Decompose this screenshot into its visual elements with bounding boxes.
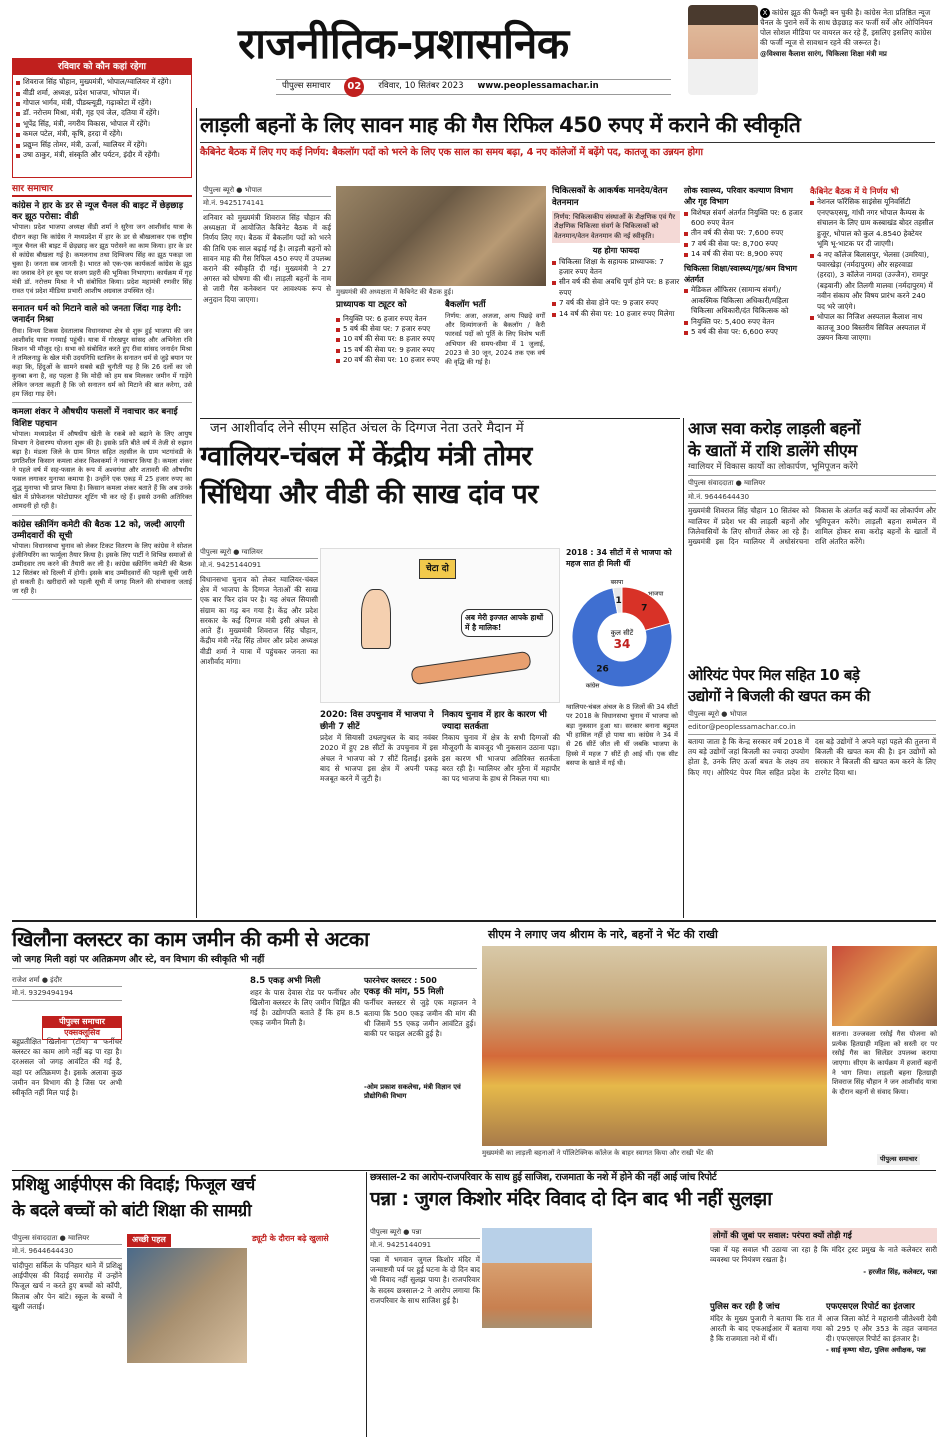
cabinet-photo xyxy=(336,186,546,286)
chart-title: 2018 : 34 सीटों में से भाजपा को महज सात ही मिली थीं xyxy=(566,548,672,568)
panna-quote-2: - साई कृष्णा थोटा, पुलिस अधीक्षक, पन्ना xyxy=(826,1346,926,1355)
issue-date: रविवार, 10 सितंबर 2023 xyxy=(378,81,464,92)
schedule-item: गोपाल भार्गव, मंत्री, पीडब्ल्यूडी, गढ़ाकोटा में रहेंगे। xyxy=(16,98,188,108)
left-story-body: भोपाल। मध्यप्रदेश में औषधीय खेती के रकबे को बढ़ाने के लिए आयुष विभाग ने देवारण्य योजना शुरू की है। इसके प्रति बीते वर्ष में तेजी से रुझान बढ़ा है। मंडला जिले के ग्राम विगत सहित तहसील के ग्राम भटगांवडी के प्रगतिशील किसान कमला शंकर विश्वकर्मा ने नवाचार किया है। कमला शंकर ने पहले वर्ष में सह-फसल के रूप में अश्वगंधा और शतावरी की औषधीय फसल लगाकर मुनाफा कमाया है। उन्होंने एक एकड़ में 25 हजार रुपए का शुद्ध मुनाफा भी प्राप्त किया है। किसान कमला शंकर बताते हैं कि अब उनके खेत में प्रोफेशनल फोटोग्राफर शूटिंग भी कर रहे हैं। इससे उनकी अतिरिक्त आमदनी हो रही है। xyxy=(12,430,192,516)
lead-story xyxy=(200,108,935,418)
furniture-body: फर्नीचर क्लस्टर से जुड़े एक महाजन ने बताया कि 500 एकड़ जमीन की मांग की थी जिसमें 55 एकड़ जमीन आवंटित हुई। बाकी पर फाइल अटकी हुई है। xyxy=(364,998,476,1039)
pie-value-label: 26 xyxy=(596,664,609,675)
date-strip xyxy=(276,79,671,95)
panna-col1 xyxy=(370,1228,480,1306)
x-icon: X xyxy=(760,8,770,18)
toy-box xyxy=(250,976,360,1028)
medical-edu-title: चिकित्सा शिक्षा/स्वास्थ्य/गृह/श्रम विभाग अंतर्गत xyxy=(684,263,798,284)
ips-byline: पीपुल्स संवाददाता ● ग्वालियर xyxy=(12,1234,122,1245)
oriental-byline: पीपुल्स ब्यूरो ● भोपाल xyxy=(688,710,936,721)
page-title: राजनीतिक-प्रशासनिक xyxy=(238,19,569,68)
panna-box3-body: आज जिला कोर्ट ने महारानी जीतेश्वरी देवी को 295 ए और 353 के तहत जमानत दी। एफएसएल रिपोर्ट का इंतजार है। xyxy=(826,1313,937,1344)
medical-edu-list xyxy=(684,285,804,337)
benefit-list xyxy=(552,257,680,320)
pie-category-label: भाजपा xyxy=(648,590,664,598)
ladli-headline-2: के खातों में राशि डालेंगे सीएम xyxy=(688,441,857,460)
schedule-item: भूपेंद्र सिंह, मंत्री, नगरीय विकास, भोपाल में रहेंगे। xyxy=(16,119,188,129)
schedule-item: कमल पटेल, मंत्री, कृषि, हरदा में रहेंगे। xyxy=(16,129,188,139)
tutor-pay-item: 15 वर्ष की सेवा पर: 9 हजार रुपए xyxy=(336,345,441,355)
gwalior-nikay-head: निकाय चुनाव में हार के कारण भी ज्यादा सतर्कता xyxy=(442,710,547,732)
oriental-email: editor@peoplessamachar.co.in xyxy=(688,723,936,734)
cm-rally-story xyxy=(482,924,937,1169)
tutor-box-title: प्राध्यापक या ट्यूटर को xyxy=(336,300,407,310)
ladli-subhead: ग्वालियर में विकास कार्यों का लोकार्पण, भूमिपूजन करेंगे xyxy=(688,462,936,476)
oriental-body: बताया जाता है कि केन्द्र सरकार वर्ष 2018 में तय बड़े उद्योगों जहां बिजली का ज्यादा उपयोग होता है, उनके लिए ऊर्जा बचत के लक्ष्य तय किए गए। ओरियंट पेपर मिल सहित प्रदेश के दस बड़े उद्योगों ने अपने यहां पहले की तुलना में बिजली की खपत कम की है। इन उद्योगों को सरकार ने बिजली की खपत कम करने के लिए टारगेट दिया था। xyxy=(688,736,936,777)
minister-photo xyxy=(688,5,758,95)
pie-value-label: 7 xyxy=(641,603,648,614)
panna-box1-title: लोगों की जुबां पर सवाल: परंपरा क्यों तोड़ी गई xyxy=(710,1228,937,1243)
tutor-pay-item: नियुक्ति पर: 6 हजार रुपए वेतन xyxy=(336,314,441,324)
cartoon-figure-2 xyxy=(410,651,531,686)
left-story-headline: सनातन धर्म को मिटाने वाले को जनता जिंदा गाड़ देगी: जनार्दन मिश्रा xyxy=(12,304,182,326)
toy-story xyxy=(12,924,477,1169)
left-info-title: रविवार को कौन कहां रहेगा xyxy=(13,59,191,75)
tutor-pay-item: 20 वर्ष की सेवा पर: 10 हजार रुपए xyxy=(336,355,441,365)
cartoon xyxy=(320,548,560,703)
quote-text: कांग्रेस झूठ की फैक्ट्री बन चुकी है। कांग्रेस नेता प्रतिष्ठित न्यूज चैनल के पुराने सर्वे के साथ छेड़छाड़ कर फर्जी सर्वे और ओपिनियन पोल सोशल मीडिया पर वायरल कर रहे हैं, इसलिए इसलिए कांग्रेस की फर्जी न्यूज से सावधान रहने की जरूरत है। xyxy=(760,8,933,47)
cabinet-decision-item: 4 नए कॉलेज बिलासपुर, भेलसा (उमरिया), पवारखेड़ा (नर्मदापुरम) और सहरवाडा (हरदा), 3 कॉलेज नामदा (उज्जैन), रामपुर (बड़वानी) और तिलगी मालवा (नर्मदापुरम) में नवीन संकाय और विषय प्रारंभ करने 240 पद भरे जाएंगे। xyxy=(810,250,935,313)
oriental-story xyxy=(688,665,936,920)
left-stories xyxy=(12,201,192,600)
pie-category-label: कांग्रेस xyxy=(585,682,600,690)
panna-box1-body: पन्ना में यह सवाल भी उठाया जा रहा है कि मंदिर ट्रस्ट प्रमुख के नाते कलेक्टर सारी व्यवस्था पर नियंत्रण रखता है। xyxy=(710,1245,937,1265)
ips-col1 xyxy=(12,1234,122,1312)
top-quote xyxy=(760,8,938,59)
ladli-mob: मो.नं. 9644644430 xyxy=(688,493,936,504)
ladli-byline: पीपुल्स संवाददाता ● ग्वालियर xyxy=(688,479,936,490)
panna-box2 xyxy=(710,1302,822,1344)
panna-story xyxy=(370,1172,937,1437)
gwalior-2020-block xyxy=(320,710,438,784)
panna-mob: मो.नं. 9425144091 xyxy=(370,1241,480,1252)
medical-pay-item: 5 वर्ष की सेवा पर: 6,600 रुपए xyxy=(684,327,804,337)
ips-body: चांदीपुरा सर्किल के पनिहार थाने में प्रशिक्षु आईपीएस की विदाई समारोह में उन्होंने फिजूल खर्च न करते हुए बच्चों को कॉपी, किताब और पेन बांटे। स्कूल के बच्चों ने खुशी जताई। xyxy=(12,1260,122,1311)
pie-center-label: कुल सीटें xyxy=(610,629,634,638)
gwalior-body: विधानसभा चुनाव को लेकर ग्वालियर-चंबल क्षेत्र में भाजपा के दिग्गज नेताओं की साख एक बार फिर दांव पर है। यह अंचल सियासी संग्राम का गढ़ बन गया है। केंद्र और प्रदेश सरकार के कई दिग्गज मंत्री इसी अंचल से आते हैं। मुख्यमंत्री शिवराज सिंह चौहान, केंद्रीय मंत्री नरेंद्र सिंह तोमर और प्रदेश अध्यक्ष वीडी शर्मा ने यात्रा में पहुंचकर जनता का आशीर्वाद मांगा। xyxy=(200,575,318,666)
benefit-item: चिकित्सा शिक्षा के सहायक प्राध्यापक: 7 हजार रुपए वेतन xyxy=(552,257,680,278)
sar-samachar-label: सार समाचार xyxy=(12,183,192,197)
temple-photo xyxy=(482,1228,592,1328)
lead-col1 xyxy=(203,186,331,305)
lead-subhead: कैबिनेट बैठक में लिए गए कई निर्णय: बैकलॉग पदों को भरने के लिए एक साल का समय बढ़ा, 4 नए कॉलेजों में बढ़ेंगे पद, कातजू का उन्नयन होगा xyxy=(200,147,703,158)
website: www.peoplessamachar.in xyxy=(477,81,599,92)
toy-subhead: जो जगह मिली वहां पर अतिक्रमण और स्टे, वन विभाग की स्वीकृति भी नहीं xyxy=(12,954,477,969)
left-story-body: भोपाल। विधानसभा चुनाव को लेकर टिकट वितरण के लिए कांग्रेस ने सोशल इंजीनियरिंग का फार्मूला तैयार किया है। इसके लिए पार्टी ने विभिन्न समाजों से उम्मीदवार तय करने की तैयारी कर ली है। कांग्रेस स्क्रीनिंग कमेटी की बैठक 12 सितंबर को दिल्ली में होगी। इसके बाद उम्मीदवारों की पहली सूची जारी हो सकती है। खरीदारों को पहली सूची में जगह मिलने की संभावना जताई जा रही है। xyxy=(12,542,192,601)
furniture-quote: -ओम प्रकाश सकलेचा, मंत्री विज्ञान एवं प्रौद्योगिकी विभाग xyxy=(364,1083,461,1101)
oriental-headline-2: उद्योगों ने बिजली की खपत कम की xyxy=(688,687,870,705)
toy-box-title: 8.5 एकड़ अभी मिली xyxy=(250,976,321,986)
cm-rally-headline: सीएम ने लगाए जय श्रीराम के नारे, बहनों ने भेंट की राखी xyxy=(488,928,718,941)
schedule-item: डॉ. नरोत्तम मिश्रा, मंत्री, गृह एवं जेल, दतिया में रहेंगे। xyxy=(16,108,188,118)
cm-rally-side: सतना। उज्जवला रसोई गैस योजना को प्रत्येक हितग्राही महिला को सस्ती दर पर रसोई गैस का सिलेंडर उपलब्ध कराया जाएगा। सीएम के कार्यक्रम में हजारों बहनों ने भाग लिया। लाड़ली बहना हितग्राही शिवराज सिंह चौहान ने जन आशीर्वाद यात्रा के दौरान बहनों से संवाद किया। xyxy=(832,1030,937,1096)
backlog-body: निर्णय: अजा, अजजा, अन्य पिछड़े वर्गों और दिव्यांगजनों के बैकलॉग / कैरी फारवर्ड पदों को पूर्ति के लिए विशेष भर्ती अभियान की समय-सीमा में 1 जुलाई, 2023 से 30 जून, 2024 तक एक वर्ष की वृद्धि की गई है। xyxy=(445,311,545,367)
toy-mob: मो.नं. 9329494194 xyxy=(12,989,122,1000)
panna-quote-1: - हरजीत सिंह, कलेक्टर, पन्ना xyxy=(863,1267,937,1276)
ips-sub: ड्यूटी के दौरान बढ़े खुलासे xyxy=(252,1234,329,1243)
gwalior-headline-2: सिंधिया और वीडी की साख दांव पर xyxy=(200,478,538,510)
panna-box1 xyxy=(710,1228,937,1277)
left-story-body: भोपाल। प्रदेश भाजपा अध्यक्ष वीडी शर्मा ने सुरैना जन आशीर्वाद यात्रा के दौरान कहा कि कांग्रेस ने मध्यप्रदेश में हार के डर से बौखलाकर एक राष्ट्रीय न्यूज चैनल की बाइट में छेड़छाड़ कर झूठ परोसने का काम किया। हार के डर से कांग्रेस बौखला गई है। कमलनाथ तथा दिग्विजय सिंह का झूठ पकड़ा जा चुका है। जनता सब जानती है। भारत को एक-एक कार्यकर्ता कांग्रेस के झूठ का जवाब देने हर बूथ पर सजग प्रहरी की भूमिका निभाएगा। कार्यक्रम में गृह मंत्री डॉ. नरोत्तम मिश्रा ने भी संबोधित किया। प्रदेश महामंत्री रणवीर सिंह रावत एवं प्रदेश मीडिया प्रभारी आशीष अग्रवाल उपस्थित रहे। xyxy=(12,223,192,300)
panna-body: पन्ना में भगवान जुगल किशोर मंदिर में जन्माष्टमी पर्व पर हुई घटना के दो दिन बाद भी विवाद नहीं सुलझ पाया है। राजपरिवार के सदस्य छत्रसाल-2 ने आरोप लगाया कि राजपरिवार के साथ साजिश हुई है। xyxy=(370,1254,480,1305)
panna-byline: पीपुल्स ब्यूरो ● पन्ना xyxy=(370,1228,480,1239)
cabinet-decisions-list xyxy=(810,197,935,343)
gwalior-2020-head: 2020: विस उपचुनाव में भाजपा ने छीनी 7 सीटें xyxy=(320,710,434,732)
gwalior-byline: पीपुल्स ब्यूरो ● ग्वालियर xyxy=(200,548,318,559)
schedule-item: उषा ठाकुर, मंत्री, संस्कृति और पर्यटन, इंदौर में रहेंगी। xyxy=(16,150,188,160)
benefit-item: 14 वर्ष की सेवा पर: 10 हजार रुपए मिलेगा xyxy=(552,309,680,319)
left-story-body: रीवा। विन्ध्य टिकस देवतालाब विधानसभा क्षेत्र से शुरू हुई भाजपा की जन आशीर्वाद यात्रा गनमाई पहुंची। यात्रा में गोरखपुर सांसद और अभिनेता रवि किशन भी मौजूद रहे। सभा को संबोधित करते हुए रीवा सांसद जनार्दन मिश्रा ने तमिलनाडु के खेल मंत्री उदयनिधि स्टालिन के सनातन धर्म से जुड़े बयान पर कहा कि, हिंदुओं के सामने सबसे बड़ी चुनौती यह है कि 26 दलों का जो कुनबा बना है, वह पहला है कि मोदी को हम सब मिलकर जमीन में गाड़ेंगे लेकिन जनता कहती है कि जो सनातन धर्म को मिटाने की बात करेगा, उसे हम जिंदा गाड़ देंगे। xyxy=(12,327,192,404)
quote-author: @विश्वास कैलाश सारंग, चिकित्सा शिक्षा मंत्री मप्र xyxy=(760,49,887,58)
exclusive-tag xyxy=(42,1016,122,1040)
oriental-headline-1: ओरियंट पेपर मिल सहित 10 बड़े xyxy=(688,666,860,684)
cartoon-figure xyxy=(361,589,391,649)
tutor-box xyxy=(336,300,441,366)
left-story-headline: कमला शंकर ने औषधीय फसलों में नवाचार कर बनाई विशिष्ट पहचान xyxy=(12,407,178,429)
seat-pie-chart xyxy=(566,569,678,699)
benefit-title: यह होगा फायदा xyxy=(592,245,640,255)
medical-pay-item: मेडिकल ऑफिसर (सामान्य संवर्ग)/आकस्मिक चिकित्सा अधिकारी/महिला चिकित्सा अधिकारी/दंत चिकित्सक को xyxy=(684,285,804,316)
panna-box3-title: एफएसएल रिपोर्ट का इंतजार xyxy=(826,1302,915,1312)
ips-mob: मो.नं. 9644644430 xyxy=(12,1247,122,1258)
exclusive-paper: पीपुल्स समाचार xyxy=(43,1017,121,1028)
doctor-pay-body: निर्णय: चिकित्सकीय संस्थाओं के शैक्षणिक एवं गैर शैक्षणिक चिकित्सा संवर्ग के चिकित्सकों को वेतनमान/वेतन वेतनमान की नई स्वीकृति। xyxy=(552,211,680,243)
health-dept-box xyxy=(684,186,804,338)
toy-body: बहुप्रतीक्षित खिलौना (टॉय) व फर्नीचर क्लस्टर का काम आगे नहीं बढ़ पा रहा है। दरअसल जो जगह आवंटित की गई है, वहां पर अतिक्रमण है। इसके अलावा कुछ जमीन वन विभाग की है जिस पर अभी स्वीकृति नहीं मिल पाई है। xyxy=(12,1036,122,1097)
pie-center-value: 34 xyxy=(613,637,631,652)
gwalior-nikay-body: निकाय चुनाव में क्षेत्र के सभी दिग्गजों की मौजूदगी के बावजूद भी नुकसान उठाना पड़ा। इस कारण भी भाजपा अतिरिक्त सतर्कता बरत रही है। ग्वालियर और मुरैना में महापौर का पद भाजपा के हाथ से निकल गया था। xyxy=(442,733,560,784)
gwalior-col1 xyxy=(200,548,318,575)
panna-box2-title: पुलिस कर रही है जांच xyxy=(710,1302,780,1312)
furniture-sub: एकड़ की मांग, 55 मिली xyxy=(364,986,444,997)
ips-headline-2: के बदले बच्चों को बांटी शिक्षा की सामग्री xyxy=(12,1201,252,1221)
health-pay-item: तीन वर्ष की सेवा पर: 7,600 रुपए xyxy=(684,228,804,238)
toy-headline: खिलौना क्लस्टर का काम जमीन की कमी से अटका xyxy=(12,927,369,951)
left-info-list xyxy=(13,75,191,163)
ips-story xyxy=(12,1172,364,1437)
ips-headline-1: प्रशिक्षु आईपीएस की विदाई; फिजूल खर्च xyxy=(12,1175,255,1195)
seat-chart xyxy=(566,548,678,768)
cabinet-decision-item: नेशनल फॉरेंसिक साइंसेस यूनिवर्सिटी एनएफएसयू, गांधी नगर भोपाल कैम्पस के संचालन के लिए ग्राम कस्बाखंड बोदर तहसील हुजूर, भोपाल को कुल 4.8540 हेक्टेयर भूमि भू-भाटक पर दी जाएगी। xyxy=(810,197,935,249)
gwalior-headline-1: ग्वालियर-चंबल में केंद्रीय मंत्री तोमर xyxy=(200,440,532,472)
health-dept-title: लोक स्वास्थ्य, परिवार कल्याण विभाग और गृह विभाग xyxy=(684,186,793,206)
page-number: 02 xyxy=(344,77,364,97)
exclusive-label: एक्सक्लूसिव xyxy=(64,1027,100,1037)
gwalior-nikay-block xyxy=(442,710,560,784)
health-pay-item: विशेषज्ञ संवर्ग अंतर्गत नियुक्ति पर: 6 हजार 600 रुपए वेतन xyxy=(684,208,804,229)
backlog-box xyxy=(445,300,545,368)
gwalior-2020-body: प्रदेश में सियासी उथलपुथल के बाद नवंबर 2020 में हुए 28 सीटों के उपचुनाव में इस अंचल ने भाजपा को 7 सीटें दिलाईं। इसके बाद से भाजपा इस क्षेत्र में अपनी पकड़ मजबूत करने में जुटी है। xyxy=(320,733,438,784)
paper-name: पीपुल्स समाचार xyxy=(282,81,331,92)
left-column xyxy=(12,183,192,943)
lead-byline: पीपुल्स ब्यूरो ● भोपाल xyxy=(203,186,331,197)
lead-headline: लाड़ली बहनों के लिए सावन माह की गैस रिफिल 450 रुपए में कराने की स्वीकृति xyxy=(200,108,935,143)
ladli-body: मुख्यमंत्री शिवराज सिंह चौहान 10 सितंबर को ग्वालियर में प्रदेश भर की लाड़ली बहनों और जिलेवासियों के लिए सौगातें लेकर आ रहे हैं। मुख्यमंत्री इस दिन ग्वालियर में अधोसंरचना विकास के अंतर्गत कई कार्यों का लोकार्पण और भूमिपूजन करेंगे। लाड़ली बहना सम्मेलन में शामिल होकर सवा करोड़ बहनों के खातों में राशि अंतरित करेंगे। xyxy=(688,506,936,546)
photo-caption: मुख्यमंत्री की अध्यक्षता में कैबिनेट की बैठक हुई। xyxy=(336,288,454,296)
left-info-box xyxy=(12,58,192,178)
cm-rally-photo xyxy=(482,946,827,1146)
gwalior-mob: मो.नं. 9425144091 xyxy=(200,561,318,572)
schedule-item: प्रद्युम्न सिंह तोमर, मंत्री, ऊर्जा, ग्वालियर में रहेंगे। xyxy=(16,140,188,150)
tutor-box-list xyxy=(336,314,441,366)
medical-pay-item: नियुक्ति पर: 5,400 रुपए वेतन xyxy=(684,317,804,327)
panna-box3 xyxy=(826,1302,937,1355)
rally-side-photo xyxy=(832,946,937,1026)
schedule-item: वीडी शर्मा, अध्यक्ष, प्रदेश भाजपा, भोपाल में। xyxy=(16,88,188,98)
lead-body: शनिवार को मुख्यमंत्री शिवराज सिंह चौहान की अध्यक्षता में आयोजित कैबिनेट बैठक में कई निर्णय लिए गए। बैठक में बैकलॉग पदों को भरने की तिथि एक साल बढ़ाई गई है। लाड़ली बहनों को सावन माह की गैस रिफिल 450 रुपए में उपलब्ध कराने की स्वीकृति दी गई। मुख्यमंत्री ने 27 अगस्त को घोषणा की थी। लाड़ली बहनों के नाम से जारी गैस कनेक्शन पर आवश्यक रूप से अनुदान दिया जाएगा। xyxy=(203,212,331,304)
benefit-item: सीन वर्ष की सेवा अवधि पूर्ण होने पर: 8 हजार रुपए xyxy=(552,277,680,298)
cabinet-decisions-box xyxy=(810,186,935,343)
tutor-pay-item: 5 वर्ष की सेवा पर: 7 हजार रुपए xyxy=(336,324,441,334)
chart-caption: ग्वालियर-चंबल अंचल के 8 जिलों की 34 सीटों पर 2018 के विधानसभा चुनाव में भाजपा को बड़ा नुकसान हुआ था। सरकार बनाना बहुमत भी हासिल नहीं हो पाया था। कांग्रेस ने 34 में से 26 सीटें जीत ली थीं जबकि भाजपा के हिस्से में महज 7 सीटें ही आई थीं। एक सीट बसपा के खाते में गई थी। xyxy=(566,702,678,767)
panna-kicker: छत्रसाल-2 का आरोप-राजपरिवार के साथ हुई साजिश, राजमाता के नशे में होने की नहीं आई जांच रिपोर्ट xyxy=(370,1172,717,1183)
panna-headline: पन्ना : जुगल किशोर मंदिर विवाद दो दिन बाद भी नहीं सुलझा xyxy=(370,1187,772,1210)
ips-photo xyxy=(127,1248,247,1363)
tutor-pay-item: 10 वर्ष की सेवा पर: 8 हजार रुपए xyxy=(336,334,441,344)
gwalior-story xyxy=(200,420,680,920)
health-pay-item: 14 वर्ष की सेवा पर: 8,900 रुपए xyxy=(684,249,804,259)
gwalior-kicker: जन आशीर्वाद लेने सीएम सहित अंचल के दिग्गज नेता उतरे मैदान में xyxy=(210,421,524,436)
furniture-box xyxy=(364,976,476,1102)
benefit-item: 7 वर्ष की सेवा होने पर: 9 हजार रुपए xyxy=(552,298,680,308)
toy-byline: राजेश शर्मा ● इंदौर xyxy=(12,976,122,987)
schedule-item: शिवराज सिंह चौहान, मुख्यमंत्री, भोपाल/ग्वालियर में रहेंगे। xyxy=(16,77,188,87)
health-dept-list xyxy=(684,208,804,260)
ladli-headline-1: आज सवा करोड़ लाड़ली बहनों xyxy=(688,419,861,438)
ladli-story xyxy=(688,418,936,663)
backlog-title: बैकलॉग भर्ती xyxy=(445,300,486,310)
pie-category-label: बसपा xyxy=(610,579,624,587)
left-story-headline: कांग्रेस ने हार के डर से न्यूज चैनल की बाइट में छेड़छाड़ कर झूठ परोसा: वीडी xyxy=(12,201,184,223)
doctor-pay-box xyxy=(552,186,680,319)
health-pay-item: 7 वर्ष की सेवा पर: 8,700 रुपए xyxy=(684,239,804,249)
cm-rally-tag: पीपुल्स समाचार xyxy=(877,1154,920,1165)
ips-label: अच्छी पहल xyxy=(127,1234,171,1247)
furniture-title: फारनेचर क्लस्टर : 500 xyxy=(364,976,437,985)
cm-rally-caption: मुख्यमंत्री का लाड़ली बहनाओं ने पॉलिटेक्निक कॉलेज के बाहर स्वागत किया और राखी भेंट की xyxy=(482,1149,714,1157)
panna-box2-body: मंदिर के मुख्य पुजारी ने बताया कि रात में आरती के बाद एफआईआर में बताया गया है कि राजमाता नशे में थीं। xyxy=(710,1313,822,1344)
lead-mob: मो.नं. 9425174141 xyxy=(203,199,331,210)
cartoon-sign: चेटा दो xyxy=(419,559,456,579)
left-story-headline: कांग्रेस स्क्रीनिंग कमेटी की बैठक 12 को, जल्दी आएगी उम्मीदवारों की सूची xyxy=(12,519,185,541)
doctor-pay-title: चिकित्सकों के आकर्षक मानदेय/वेतन वेतनमान xyxy=(552,186,668,208)
toy-box-body: शहर के पास देवास रोड पर फर्नीचर और खिलौना क्लस्टर के लिए जमीन चिह्नित की गई है। उद्योगपति बताते हैं कि हम 8.5 एकड़ जमीन मिली है। xyxy=(250,987,360,1028)
cartoon-bubble: अब मेरी इज्जत आपके हाथों में है मालिक! xyxy=(461,609,553,637)
cabinet-decisions-title: कैबिनेट बैठक में ये निर्णय भी xyxy=(810,186,899,196)
pie-value-label: 1 xyxy=(615,596,622,607)
cabinet-decision-item: भोपाल का निजिश अस्पताल कैलाश नाथ कातजू 300 बिस्तरीय सिविल अस्पताल में उन्नयन किया जाएगा। xyxy=(810,312,935,343)
